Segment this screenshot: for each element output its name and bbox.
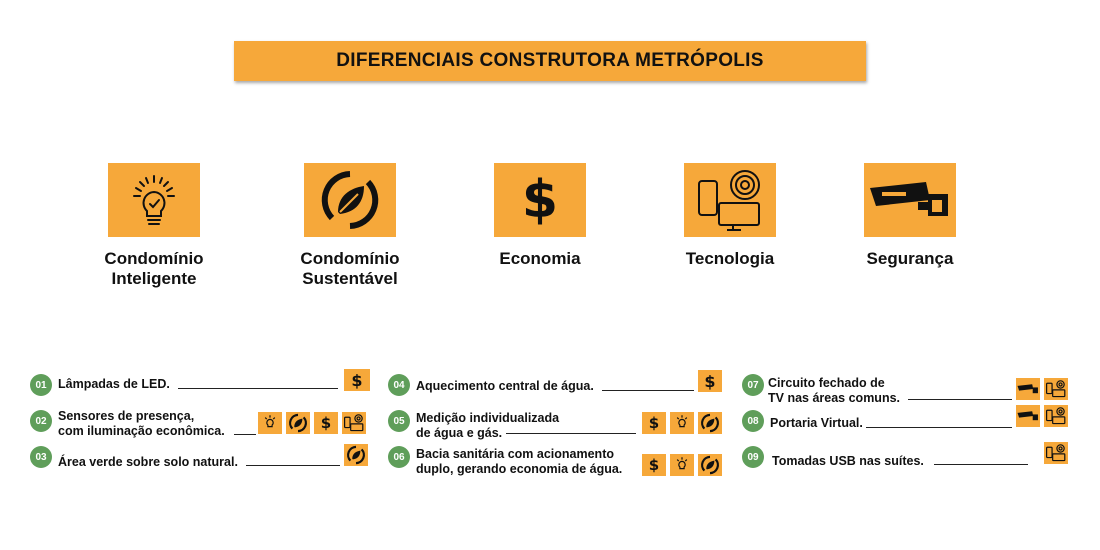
leader-line	[934, 464, 1028, 465]
leader-line	[246, 465, 340, 466]
devices-icon	[1044, 378, 1068, 400]
leader-line	[178, 388, 338, 389]
item-text: Tomadas USB nas suítes.	[772, 454, 924, 468]
leaf-icon	[344, 444, 368, 466]
leaf-icon	[286, 412, 310, 434]
item-text: Bacia sanitária com acionamento duplo, gerando economia de água.	[416, 447, 623, 476]
camera-icon	[1016, 378, 1040, 400]
category-label: Condomínio	[300, 249, 400, 268]
dollar-icon: $	[642, 454, 666, 476]
camera-icon	[1016, 405, 1040, 427]
category-seguranca	[830, 163, 990, 269]
item-number-badge: 08	[742, 410, 764, 432]
item-text: Medição individualizada de água e gás.	[416, 411, 560, 440]
item-text: Sensores de presença, com iluminação econômica.	[58, 409, 225, 438]
devices-icon	[1044, 405, 1068, 427]
dollar-icon: $	[642, 412, 666, 434]
item-number-badge: 04	[388, 374, 410, 396]
lightbulb-icon	[108, 163, 200, 237]
category-tecnologia	[650, 163, 810, 269]
leaf-icon	[698, 412, 722, 434]
leader-line	[602, 390, 694, 391]
category-label: Segurança	[866, 249, 954, 268]
lightbulb-icon	[670, 412, 694, 434]
item-number-badge: 09	[742, 446, 764, 468]
dollar-icon: $	[314, 412, 338, 434]
leader-line	[234, 434, 256, 435]
category-label: Tecnologia	[685, 249, 775, 268]
item-number-badge: 05	[388, 410, 410, 432]
category-label: Economia	[499, 249, 581, 268]
category-economia	[460, 163, 620, 269]
page-title: DIFERENCIAIS CONSTRUTORA METRÓPOLIS	[336, 50, 764, 71]
item-number-badge: 01	[30, 374, 52, 396]
camera-icon	[864, 163, 956, 237]
category-condominio-sustentavel	[270, 163, 430, 289]
category-label: Inteligente	[111, 269, 197, 288]
dollar-icon: $	[494, 163, 586, 237]
item-number-badge: 06	[388, 446, 410, 468]
leader-line	[908, 399, 1012, 400]
lightbulb-icon	[670, 454, 694, 476]
item-number-badge: 07	[742, 374, 764, 396]
item-number-badge: 02	[30, 410, 52, 432]
title-banner	[234, 41, 866, 81]
devices-icon	[1044, 442, 1068, 464]
dollar-icon: $	[698, 370, 722, 392]
item-text: Lâmpadas de LED.	[58, 377, 170, 391]
category-condominio-inteligente	[74, 163, 234, 289]
leaf-icon	[304, 163, 396, 237]
item-number-badge: 03	[30, 446, 52, 468]
leader-line	[506, 433, 636, 434]
item-text: Área verde sobre solo natural.	[58, 455, 238, 469]
leaf-icon	[698, 454, 722, 476]
devices-icon	[684, 163, 776, 237]
item-text: Aquecimento central de água.	[416, 379, 594, 393]
item-text: Circuito fechado de TV nas áreas comuns.	[768, 376, 901, 405]
dollar-icon: $	[344, 369, 370, 391]
category-label: Condomínio	[104, 249, 204, 268]
category-label: Sustentável	[302, 269, 398, 288]
devices-icon	[342, 412, 366, 434]
lightbulb-icon	[258, 412, 282, 434]
leader-line	[866, 427, 1012, 428]
item-text: Portaria Virtual.	[770, 416, 863, 430]
